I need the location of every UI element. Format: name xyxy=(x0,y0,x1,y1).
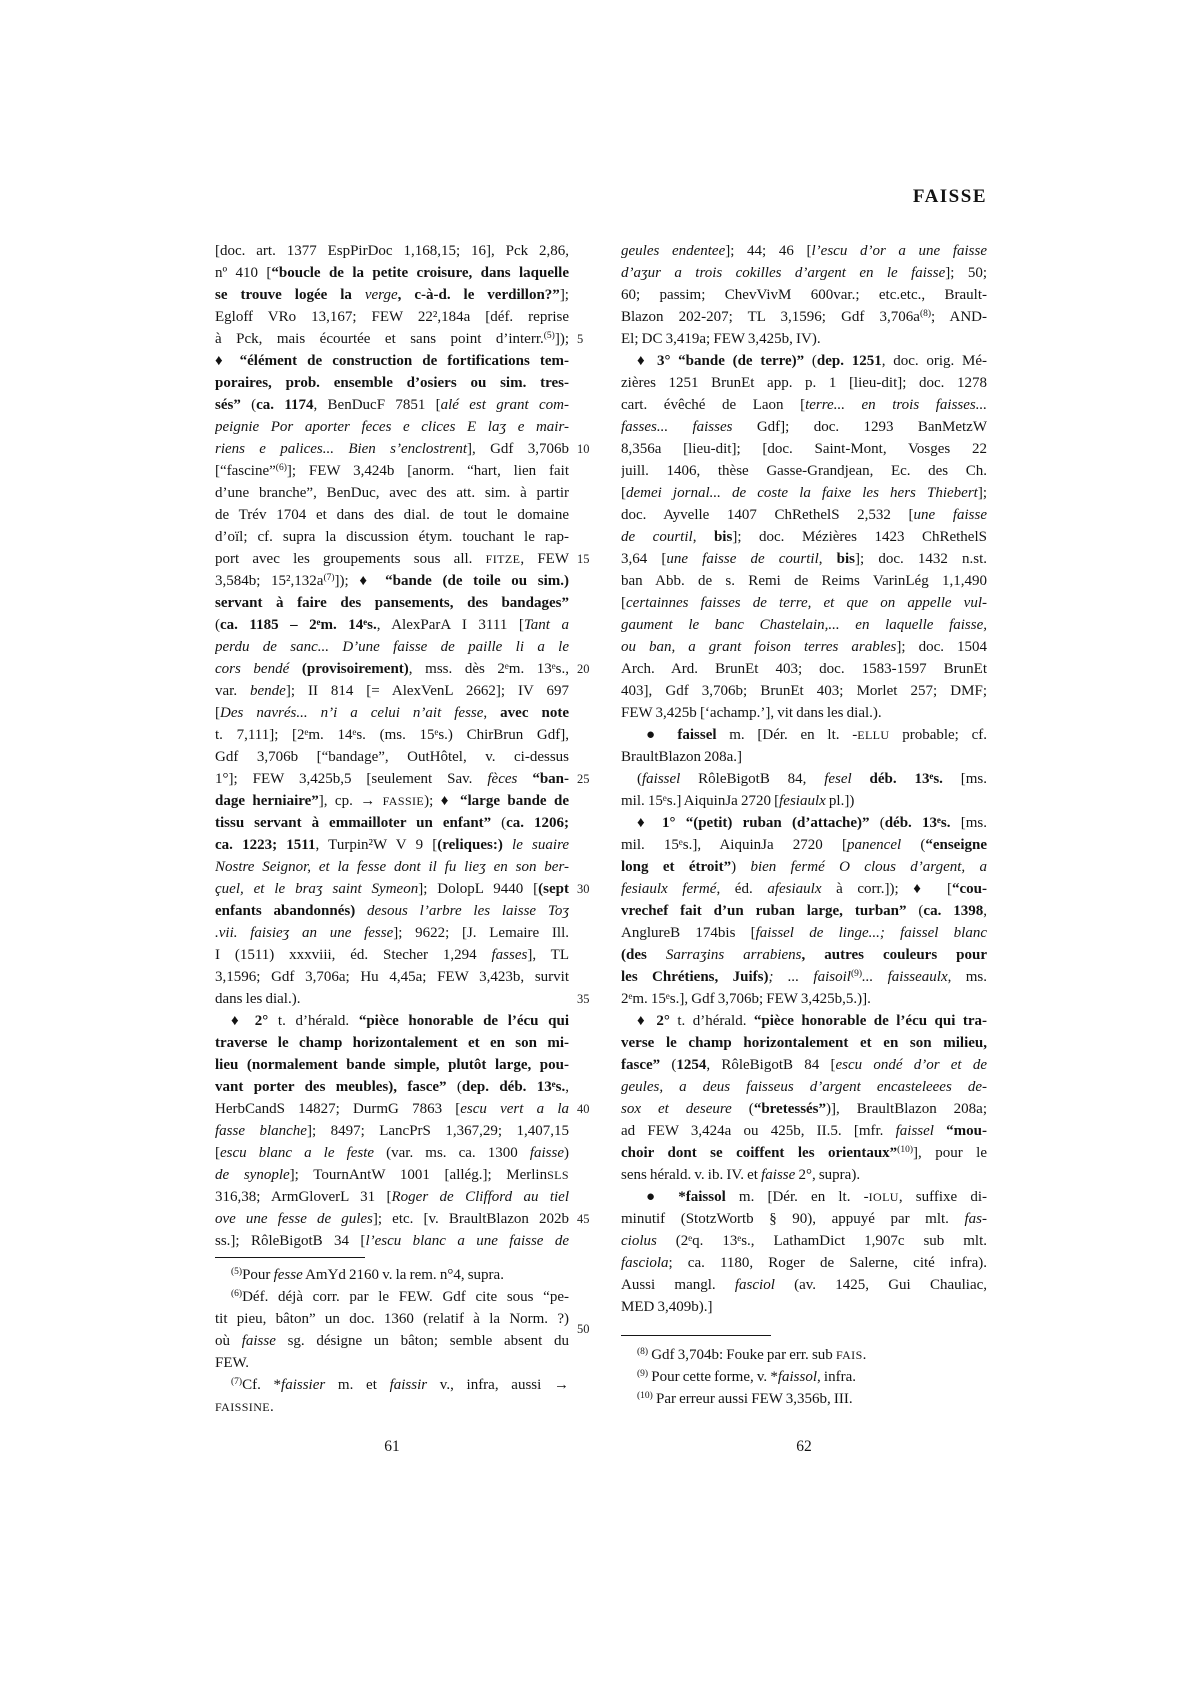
text-line: .vii. faisieʒ an une fesse]; 9622; [J. Lemaire Ill. xyxy=(215,925,569,941)
text-line: FAISSINE. xyxy=(215,1399,274,1415)
text-line: 316,38; ArmGloverL 31 [Roger de Clifford au tiel xyxy=(215,1189,569,1205)
text-line: [Des navrés... n’i a celui n’ait fesse, avec note xyxy=(215,705,569,721)
line-number-marker: 30 xyxy=(577,882,590,896)
text-line: lieu (normalement bande simple, plutôt large, pou- xyxy=(215,1057,569,1073)
text-line: enfants abandonnés) desous l’arbre les laisse Toʒ xyxy=(215,903,569,919)
text-line: où faisse sg. désigne un bâton; semble absent du xyxy=(215,1333,569,1349)
text-line: sens hérald. v. ib. IV. et faisse 2°, supra). xyxy=(621,1167,861,1183)
page-number-left: 61 xyxy=(384,1438,400,1455)
text-line: ♦ “élément de construction de fortifications tem- xyxy=(215,353,569,369)
text-line: ♦ 2° t. d’hérald. “pièce honorable de l’écu qui tra- xyxy=(637,1013,987,1029)
text-line: (des Sarraʒins arrabiens, autres couleurs pour xyxy=(621,947,987,963)
text-line: El; DC 3,419a; FEW 3,425b, IV). xyxy=(621,331,821,347)
text-line: FEW. xyxy=(215,1355,250,1371)
text-line: ou ban, a grant foison terres arables]; doc. 1504 xyxy=(621,639,987,655)
text-line: riens e palices... Bien s’enclostrent], Gdf 3,706b xyxy=(215,441,569,457)
text-line: $^{(6)}$Déf. déjà corr. par le FEW. Gdf cite sous “pe- xyxy=(231,1289,569,1305)
text-line: 3,584b; $15^2,132a^{(7)}$]); ♦ “bande (de toile ou sim.) xyxy=(215,573,569,589)
text-line: traverse le champ horizontalement et en son mi- xyxy=(215,1035,569,1051)
text-line: var. bende]; II 814 [= AlexVenL 2662]; IV 697 xyxy=(215,683,569,699)
text-line: [demei jornal... de coste la faixe les hers Thiebert]; xyxy=(621,485,987,501)
text-line: MED 3,409b).] xyxy=(621,1299,713,1315)
text-line: geules, a deus faisseus d’argent encasteleees de- xyxy=(621,1079,987,1095)
text-line: d’une branche”, BenDuc, avec des att. sim. à partir xyxy=(215,485,569,501)
text-line: Arch. Ard. BrunEt 403; doc. 1583-1597 BrunEt xyxy=(621,661,987,677)
text-line: ss.]; RôleBigotB 34 [l’escu blanc a une faisse de xyxy=(215,1233,569,1249)
text-line: cart. évêché de Laon [terre... en trois faisses... xyxy=(621,397,987,413)
line-number-marker: 5 xyxy=(577,332,584,346)
text-line: BraultBlazon 208a.] xyxy=(621,749,743,765)
text-line: fasse blanche]; 8497; LancPrS 1,367,29; 1,407,15 xyxy=(215,1123,569,1139)
text-line: perdu de sanc... D’une faisse de paille li a le xyxy=(215,639,569,655)
text-line: [certainnes faisses de terre, et que on appelle vul- xyxy=(621,595,987,611)
text-line: (ca. 1185 – 2ᵉm. 14ᵉs., AlexParA I 3111 [Tant a xyxy=(215,617,569,633)
text-line: ca. 1223; 1511, Turpin²W V 9 [(reliques:) le suaire xyxy=(215,837,569,853)
text-line: 3,64 [une faisse de courtil, bis]; doc. 1432 n.st. xyxy=(621,551,987,567)
text-line: $^{(5)}$Pour fesse AmYd 2160 v. la rem. n°4, supra. xyxy=(231,1267,504,1283)
text-line: ♦ 2° t. d’hérald. “pièce honorable de l’écu qui xyxy=(231,1013,569,1029)
text-line: FEW 3,425b [‘achamp.’], vit dans les dial.). xyxy=(621,705,882,721)
text-line: ciolus (2ᵉq. 13ᵉs., LathamDict 1,907c sub mlt. xyxy=(621,1233,987,1249)
text-line: ● faissel m. [Dér. en lt. -ELLU probable; cf. xyxy=(646,727,987,743)
text-line: (faissel RôleBigotB 84, fesel déb. 13ᵉs. [ms. xyxy=(637,771,987,787)
line-number-marker: 20 xyxy=(577,662,590,676)
text-line: ad FEW 3,424a ou 425b, II.5. [mfr. faissel “mou- xyxy=(621,1123,987,1139)
line-number-marker: 15 xyxy=(577,552,590,566)
text-line: fasses... faisses Gdf]; doc. 1293 BanMetzW xyxy=(621,419,987,435)
text-line: poraires, prob. ensemble d’osiers ou sim. tres- xyxy=(215,375,569,391)
text-line: ove une fesse de gules]; etc. [v. BraultBlazon 202b xyxy=(215,1211,569,1227)
text-line: Nostre Seignor, et la fesse dont il fu lieʒ en son ber- xyxy=(215,859,569,875)
text-line: dage herniaire”], cp. → FASSIE); ♦ “large bande de xyxy=(215,793,569,809)
text-line: juill. 1406, thèse Gasse-Grandjean, Ec. des Ch. xyxy=(621,463,987,479)
text-line: nº 410 [“boucle de la petite croisure, dans laquelle xyxy=(215,265,569,281)
text-line: de courtil, bis]; doc. Mézières 1423 ChRethelS xyxy=(621,529,987,545)
text-line: 403], Gdf 3,706b; BrunEt 403; Morlet 257; DMF; xyxy=(621,683,987,699)
text-line: [doc. art. 1377 EspPirDoc 1,168,15; 16], Pck 2,86, xyxy=(215,243,569,259)
left-column xyxy=(215,240,569,1252)
text-line: $^{(8)}$ Gdf 3,704b: Fouke par err. sub FAIS. xyxy=(637,1347,867,1363)
left-footnotes xyxy=(215,1264,569,1418)
page-header-entry-title: FAISSE xyxy=(912,186,987,207)
text-line: choir dont se coiffent les orientaux”$^{(10)}$], pour le xyxy=(621,1145,987,1161)
text-line: fesiaulx fermé, éd. afesiaulx à corr.]); ♦ [“cou- xyxy=(621,881,987,897)
text-line: HerbCandS 14827; DurmG 7863 [escu vert a la xyxy=(215,1101,569,1117)
text-line: Gdf 3,706b [“bandage”, OutHôtel, v. ci-dessus xyxy=(215,749,569,765)
text-line: se trouve logée la verge, c-à-d. le verdillon?”]; xyxy=(215,287,569,303)
text-line: peignie Por aporter feces e clices E laʒ e mair- xyxy=(215,419,569,435)
text-line: [escu blanc a le feste (var. ms. ca. 1300 faisse) xyxy=(215,1145,569,1161)
text-line: tissu servant à emmailloter un enfant” (ca. 1206; xyxy=(215,815,569,831)
text-line: vrechef fait d’un ruban large, turban” (ca. 1398, xyxy=(621,903,987,919)
line-number-marker: 25 xyxy=(577,772,590,786)
text-line: minutif (StotzWortb § 90), appuyé par mlt. fas- xyxy=(621,1211,987,1227)
text-line: $^{(9)}$ Pour cette forme, v. *faissol, infra. xyxy=(637,1369,856,1385)
text-line: geules endentee]; 44; 46 [l’escu d’or a une faisse xyxy=(621,243,987,259)
line-number-marker: 10 xyxy=(577,442,590,456)
text-line: d’aʒur a trois cokilles d’argent en le faisse]; 50; xyxy=(621,265,987,281)
right-column xyxy=(621,240,987,1318)
text-line: ♦ 3° “bande (de terre)” (dep. 1251, doc. orig. Mé- xyxy=(637,353,987,369)
text-line: zières 1251 BrunEt app. p. 1 [lieu-dit]; doc. 1278 xyxy=(621,375,987,391)
text-line: servant à faire des pansements, des bandages” xyxy=(215,595,569,611)
text-line: vant porter des meubles), fasce” (dep. déb. 13ᵉs., xyxy=(215,1079,569,1095)
text-line: de Trév 1704 et dans des dial. de tout le domaine xyxy=(215,507,569,523)
text-line: Aussi mangl. fasciol (av. 1425, Gui Chauliac, xyxy=(621,1277,987,1293)
text-line: çuel, et le braʒ saint Symeon]; DolopL 9440 [(sept xyxy=(215,881,569,897)
text-line: [“fascine”$^{(6)}$]; FEW 3,424b [anorm. “hart, lien fait xyxy=(215,463,569,479)
text-line: Egloff VRo 13,167; FEW 22²,184a [déf. reprise xyxy=(215,309,569,325)
text-line: mil. 15ᵉs.] AiquinJa 2720 [fesiaulx pl.]) xyxy=(621,793,855,809)
text-line: ban Abb. de s. Remi de Reims VarinLég 1,1,490 xyxy=(621,573,987,589)
text-line: Blazon 202-207; TL 3,1596; Gdf $3,706a^{(8)}$; AND- xyxy=(621,309,987,325)
text-line: sés” (ca. 1174, BenDucF 7851 [alé est grant com- xyxy=(215,397,569,413)
text-line: ● *faissol m. [Dér. en lt. -IOLU, suffixe di- xyxy=(646,1189,987,1205)
text-line: d’oïl; cf. supra la discussion étym. touchant le rap- xyxy=(215,529,569,545)
text-line: verse le champ horizontalement et en son milieu, xyxy=(621,1035,987,1051)
text-line: 60; passim; ChevVivM 600var.; etc.etc., Brault- xyxy=(621,287,987,303)
text-line: $^{(10)}$ Par erreur aussi FEW 3,356b, III. xyxy=(637,1391,853,1407)
text-line: sox et deseure (“bretessés”)], BraultBlazon 208a; xyxy=(621,1101,987,1117)
text-line: ♦ 1° “(petit) ruban (d’attache)” (déb. 13ᵉs. [ms. xyxy=(637,815,987,831)
text-line: 2ᵉm. 15ᵉs.], Gdf 3,706b; FEW 3,425b,5.)]. xyxy=(621,991,871,1007)
text-line: t. 7,111]; [2ᵉm. 14ᵉs. (ms. 15ᵉs.) ChirBrun Gdf], xyxy=(215,727,569,743)
text-line: doc. Ayvelle 1407 ChRethelS 2,532 [une faisse xyxy=(621,507,987,523)
line-number-marker: 40 xyxy=(577,1102,590,1116)
text-line: $^{(7)}$Cf. *faissier m. et faissir v., infra, aussi → xyxy=(231,1377,569,1393)
text-line: 8,356a [lieu-dit]; [doc. Saint-Mont, Vosges 22 xyxy=(621,441,987,457)
text-line: de synople]; TournAntW 1001 [allég.]; MerlinSLS xyxy=(215,1167,569,1183)
text-line: long et étroit”) bien fermé O clous d’argent, a xyxy=(621,859,987,875)
line-number-marker: 45 xyxy=(577,1212,590,1226)
text-line: mil. 15ᵉs.], AiquinJa 2720 [panencel (“enseigne xyxy=(621,837,987,853)
text-line: port avec les groupements sous all. FITZE, FEW xyxy=(215,551,569,567)
line-number-marker: 35 xyxy=(577,992,590,1006)
footnote-rule-left xyxy=(215,1257,365,1258)
text-line: fasce” (1254, RôleBigotB 84 [escu ondé d’or et de xyxy=(621,1057,987,1073)
text-line: 3,1596; Gdf 3,706a; Hu 4,45a; FEW 3,423b, survit xyxy=(215,969,569,985)
text-line: à Pck, mais écourtée et sans point d’interr.$^{(5)}$]); xyxy=(215,331,569,347)
text-line: cors bendé (provisoirement), mss. dès 2ᵉm. 13ᵉs., xyxy=(215,661,569,677)
text-line: AnglureB 174bis [faissel de linge...; faissel blanc xyxy=(621,925,987,941)
text-line: I (1511) xxxviii, éd. Stecher 1,294 fasses], TL xyxy=(215,947,569,963)
text-line: les Chrétiens, Juifs); ... faisoil$^{(9)}$... faisseaulx, ms. xyxy=(621,969,987,985)
right-footnotes xyxy=(621,1344,987,1410)
text-line: fasciola; ca. 1180, Roger de Salerne, cité infra). xyxy=(621,1255,987,1271)
page-number-right: 62 xyxy=(796,1438,812,1455)
text-line: 1°]; FEW 3,425b,5 [seulement Sav. fèces “ban- xyxy=(215,771,569,787)
text-line: dans les dial.). xyxy=(215,991,301,1007)
text-line: tit pieu, bâton” un doc. 1360 (relatif à la Norm. ?) xyxy=(215,1311,569,1327)
footnote-rule-right xyxy=(621,1335,771,1336)
line-number-marker: 50 xyxy=(577,1322,590,1336)
text-line: gaument le banc Chastelain,... en laquelle faisse, xyxy=(621,617,987,633)
